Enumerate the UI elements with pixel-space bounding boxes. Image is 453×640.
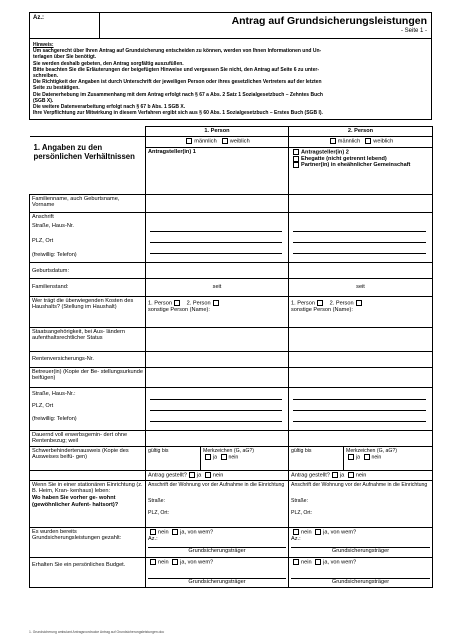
bereits-label: Es wurden bereits Grundsicherungsleistungen gezahlt: [30,527,146,557]
p1-merk-ja-checkbox[interactable] [205,454,211,460]
p1-merk-nein-checkbox[interactable] [221,454,227,460]
p2-male-checkbox[interactable] [330,138,336,144]
strasse2-label: Straße, Haus-Nr.: [32,390,76,397]
p2-anschrift-vorher: Anschrift der Wohnung vor der Aufnahme in die Einrichtung [291,481,428,488]
sonstige-label: sonstige Person (Name): [148,306,210,313]
p2-betreuer-tel-line[interactable] [293,413,426,422]
p1-erwerb-field[interactable] [146,430,289,446]
hinweis-line: Sie werden deshalb gebeten, den Antrag sorgfältig auszufüllen. [33,60,184,67]
nein-label: nein [301,559,312,566]
hinweis-line: Um sachgerecht über Ihren Antrag auf Grundsicherung entscheiden zu können, werden von Ihnen Informationen und Un- [33,48,322,55]
nein-label: nein [158,529,169,536]
p1-rv-field[interactable] [146,351,289,367]
p2-betreuer-plz-line[interactable] [293,402,426,411]
p2-telefon-line[interactable] [293,245,426,254]
hinweis-line: Ihre Verpflichtung zur Mitwirkung in diesem Verfahren ergibt sich aus § 60 Abs. 1 Sozialgesetzbuch – Erstes Buch (SGB I). [33,110,323,117]
p2-geburt-field[interactable] [289,262,433,278]
ja-label: ja [196,472,202,479]
p1-budget-traeger: Grundsicherungsträger [148,578,286,586]
p1-bereits-nein-checkbox[interactable] [150,529,156,535]
vorher-label: Wo haben Sie vorher ge- wohnt (gewöhnlicher Aufent- haltsort)? [32,494,119,508]
nein-label: nein [301,529,312,536]
budget-label: Erhalten Sie ein persönliches Budget. [30,557,146,587]
p1-betreuer-plz-line[interactable] [150,402,282,411]
p1-betreuer-tel-line[interactable] [150,413,282,422]
form-header [29,12,432,39]
form-page [29,12,432,588]
p1-budget-ja-checkbox[interactable] [172,559,178,565]
kosten-p2-checkbox[interactable] [213,300,219,306]
p2-seit[interactable]: seit [289,278,433,296]
kosten-p1-label: 1. Person [291,300,315,306]
male-label: männlich [337,138,361,145]
hinweis-line: (SGB X). [33,97,54,104]
nein-label: nein [158,559,169,566]
page-number: - Seite 1 - [400,28,427,34]
jawem-label: ja, von wem? [180,559,214,566]
staat-label: Staatsangehörigkeit, bei Aus- ländern aufenthaltsrechtlicher Status [30,327,146,351]
telefon2-label: (freiwillig: Telefon) [32,415,77,422]
p2-bereits-nein-checkbox[interactable] [293,529,299,535]
nein-label: nein [212,472,224,479]
footer-filename: 1. Grundsicherung ambulant Antragsvordrucke Antrag auf Grundsicherungsleistungen.doc [29,630,165,634]
p1-betreuer-field[interactable] [146,367,289,387]
p2-name-field[interactable] [289,194,433,212]
hinweis-heading: Hinweis: [33,42,54,48]
p2-role-checkbox[interactable] [293,162,299,168]
hinweis-box [29,39,432,120]
p1-strasse-line[interactable] [150,223,282,232]
merk-label: Merkzeichen (G, aG?) [203,447,255,454]
p1-az[interactable]: Az.: [148,535,158,542]
familienstand-label: Familienstand: [30,278,146,296]
p1-seit[interactable]: seit [146,278,289,296]
hinweis-line: Die Richtigkeit der Angaben ist durch Unterschrift der jeweiligen Person oder ihres gesetzlichen Vertreters auf der letzten [33,79,322,86]
kosten-label: Wer trägt die überwiegenden Kosten des Haushalts? (Stellung im Haushalt) [30,296,146,327]
p1-female-checkbox[interactable] [222,138,228,144]
male-label: männlich [194,138,217,145]
female-label: weiblich [373,138,394,145]
p2-budget-traeger: Grundsicherungsträger [291,578,430,586]
p2-female-checkbox[interactable] [365,138,371,144]
rv-label: Rentenversicherungs-Nr. [30,351,146,367]
kosten-p1-checkbox[interactable] [317,300,323,306]
p1-gueltig[interactable]: gültig bis [146,447,201,470]
anschrift-label: Anschrift [32,213,54,220]
name-label: Familienname, auch Geburtsname, Vorname [30,194,146,212]
p2-strasse-line[interactable] [293,223,426,232]
column-person-2: 2. Person [289,127,433,137]
strasse-label: Straße, Haus-Nr. [32,223,74,230]
form-title: Antrag auf Grundsicherungsleistungen [231,15,427,27]
plz-label: PLZ, Ort [32,237,54,244]
merk-label: Merkzeichen (G, aG?) [346,447,398,454]
p2-traeger: Grundsicherungsträger [291,547,430,555]
antrag-label: Antrag gestellt? [148,472,187,479]
betreuer-label: Betreuer(in) (Kopie der Be- stellungsurkunde beifügen) [30,367,146,387]
p2-betreuer-field[interactable] [289,367,433,387]
p2-az[interactable]: Az.: [291,535,301,542]
kosten-p2-label: 2. Person [186,300,211,306]
p1-anschrift-vorher: Anschrift der Wohnung vor der Aufnahme in die Einrichtung [148,481,285,488]
p2-gueltig[interactable]: gültig bis [289,447,344,470]
p2-role-checkbox[interactable] [293,149,299,155]
ja-label: ja [339,472,345,479]
p2-role-checkbox[interactable] [293,156,299,162]
p2-plz3[interactable]: PLZ, Ort: [291,509,313,516]
hinweis-line: Die weitere Datenverarbeitung erfolgt nach § 67 b Abs. 1 SGB X. [33,104,186,111]
p2-staat-field[interactable] [289,327,433,351]
kosten-p2-label: 2. Person [329,300,354,306]
jawem-label: ja, von wem? [323,559,357,566]
form-table [29,126,433,587]
geburt-label: Geburtsdatum: [30,262,146,278]
p1-name-field[interactable] [146,194,289,212]
stationaer-label: Wenn Sie in einer stationären Einrichtung (z. B. Heim, Kran- kenhaus) leben: [32,481,143,495]
p2-plz-line[interactable] [293,234,426,243]
p1-betreuer-strasse-line[interactable] [150,391,282,400]
telefon-label: (freiwillig: Telefon) [32,252,77,259]
p1-geburt-field[interactable] [146,262,289,278]
hinweis-line: Bitte beachten Sie die Erläuterungen der beigefügten Hinweise und vergessen Sie nicht, den Antrag auf Seite 6 zu unter- [33,66,319,73]
p2-budget-ja-checkbox[interactable] [315,559,321,565]
ja-label: ja [356,454,361,461]
schwerb-label: Schwerbehindertenausweis (Kopie des Ausweises beifü- gen) [30,446,146,470]
p2-merk-ja-checkbox[interactable] [348,454,354,460]
az-field[interactable]: Az.: [30,13,100,38]
p1-role: Antragsteller(in) 1 [146,147,289,194]
kosten-p1-checkbox[interactable] [174,300,180,306]
p1-antrag-nein-checkbox[interactable] [205,472,211,478]
p2-role-label: Partner(in) in eheähnlicher Gemeinschaft [301,162,411,169]
p1-plz3[interactable]: PLZ, Ort: [148,509,170,516]
section-heading: 1. Angaben zu den persönlichen Verhältnissen [33,143,135,162]
hinweis-line: schreiben. [33,73,59,80]
plz2-label: PLZ, Ort [32,403,54,410]
jawem-label: ja, von wem? [180,529,214,536]
p1-strasse3[interactable]: Straße: [148,497,166,504]
p2-betreuer-strasse-line[interactable] [293,391,426,400]
p2-role-label: Antragsteller(in) 2 [301,149,349,155]
nein-label: nein [355,472,367,479]
p1-antrag-ja-checkbox[interactable] [189,472,195,478]
antrag-label: Antrag gestellt? [291,472,330,479]
p2-budget-nein-checkbox[interactable] [293,559,299,565]
jawem-label: ja, von wem? [323,529,357,536]
p2-rv-field[interactable] [289,351,433,367]
p1-staat-field[interactable] [146,327,289,351]
p1-male-checkbox[interactable] [186,138,192,144]
p2-antrag-nein-checkbox[interactable] [348,472,354,478]
sonstige-label: sonstige Person (Name): [291,306,353,313]
p1-telefon-line[interactable] [150,245,282,254]
kosten-p1-label: 1. Person [148,300,172,306]
hinweis-line: Die Datenerhebung im Zusammenhang mit dem Antrag erfolgt nach § 67 a Abs. 2 Satz 1 Sozialgesetzbuch – Zehntes Buch [33,91,323,98]
kosten-p2-checkbox[interactable] [356,300,362,306]
column-person-1: 1. Person [146,127,289,137]
p2-strasse3[interactable]: Straße: [291,497,309,504]
nein-label: nein [371,454,382,461]
p2-antrag-ja-checkbox[interactable] [332,472,338,478]
erwerb-label: Dauernd voll erwerbsgemin- dert ohne Rentenbezug; weil [30,430,146,446]
p1-budget-nein-checkbox[interactable] [150,559,156,565]
female-label: weiblich [229,138,250,145]
hinweis-line: Seite zu bestätigen. [33,85,80,92]
p1-plz-line[interactable] [150,234,282,243]
p2-role-label: Ehegatte (nicht getrennt lebend) [301,155,387,162]
p2-erwerb-field[interactable] [289,430,433,446]
p2-bereits-ja-checkbox[interactable] [315,529,321,535]
p2-merk-nein-checkbox[interactable] [364,454,370,460]
p1-traeger: Grundsicherungsträger [148,547,286,555]
hinweis-line: terlagen über Sie benötigt. [33,54,97,61]
ja-label: ja [213,454,218,461]
p1-bereits-ja-checkbox[interactable] [172,529,178,535]
nein-label: nein [228,454,239,461]
